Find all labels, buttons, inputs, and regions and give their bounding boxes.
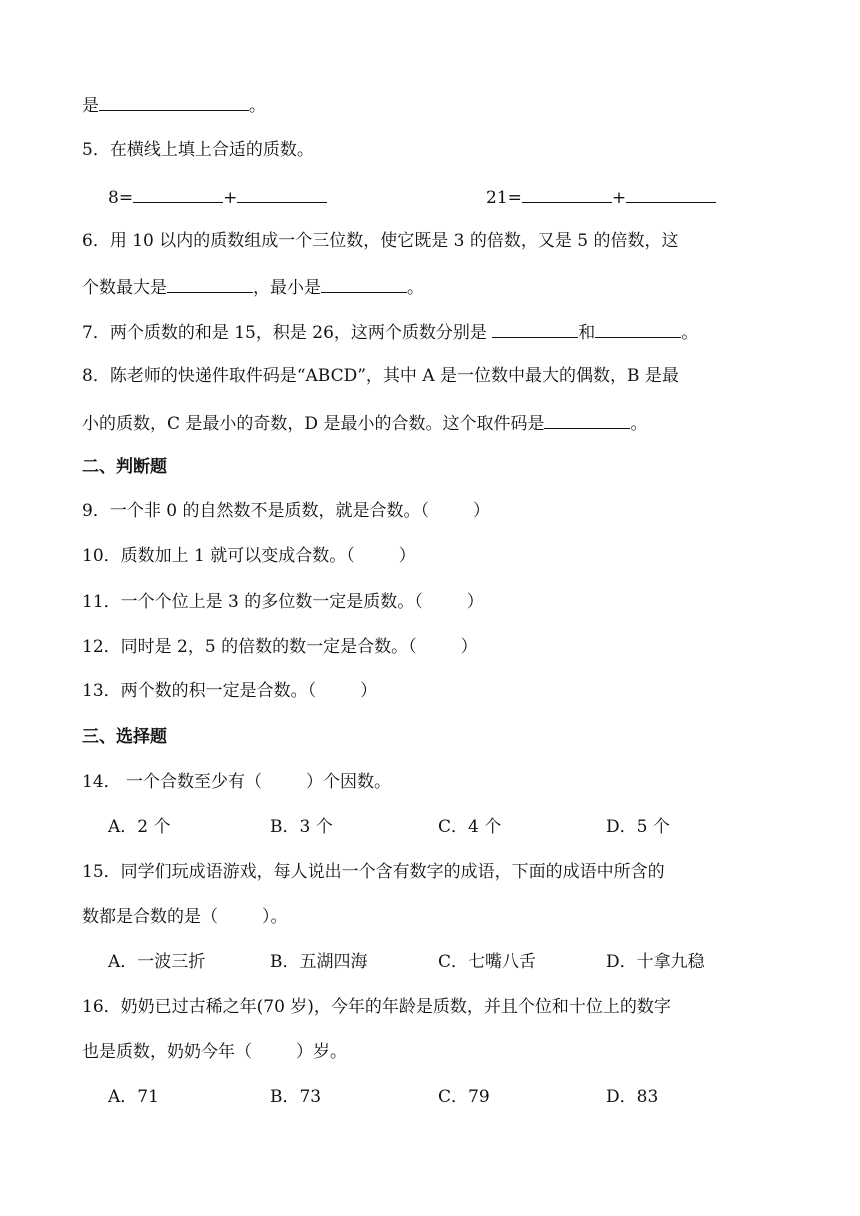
q6-line1: 6．用 10 以内的质数组成一个三位数，使它既是 3 的倍数，又是 5 的倍数，这 (82, 231, 679, 251)
judge-q12-text: 12．同时是 2，5 的倍数的数一定是合数。（ (82, 637, 417, 657)
q6-line2-c: 。 (407, 278, 424, 298)
q5-right-pre: 21= (486, 188, 522, 208)
judge-q13-close: ） (360, 681, 378, 701)
judge-q12-close: ） (460, 637, 478, 657)
judge-q9 (82, 499, 490, 523)
q6-line2 (82, 274, 424, 300)
q8-line2-a: 小的质数，C 是最小的奇数，D 是最小的合数。这个取件码是 (82, 414, 545, 434)
judge-q9-close: ） (472, 501, 490, 521)
q14-close: ）个因数。 (306, 772, 392, 792)
q6-max-blank[interactable] (167, 274, 253, 293)
q5-right-blank-2[interactable] (626, 184, 716, 203)
q4-tail (82, 92, 266, 118)
q16-option-c[interactable]: C．79 (438, 1087, 490, 1107)
q7-b: 和 (578, 323, 596, 343)
q5-left-plus: + (223, 188, 238, 208)
judge-q13 (82, 679, 377, 703)
judge-q10-close: ） (398, 546, 416, 566)
judge-q10-text: 10．质数加上 1 就可以变成合数。（ (82, 546, 355, 566)
judge-q10 (82, 544, 416, 568)
q6-min-blank[interactable] (321, 274, 407, 293)
q5-text: 5．在横线上填上合适的质数。 (82, 140, 314, 160)
q8-line2 (82, 410, 647, 436)
judge-q11 (82, 590, 484, 614)
q7-blank-2[interactable] (595, 319, 681, 338)
q14-option-a[interactable]: A．2 个 (108, 817, 171, 837)
q6-line2-b: ，最小是 (253, 278, 321, 298)
q5-right-blank-1[interactable] (522, 184, 612, 203)
q15-option-c[interactable]: C．七嘴八舌 (438, 952, 537, 972)
judge-q13-text: 13．两个数的积一定是合数。（ (82, 681, 317, 701)
q16-text: 也是质数，奶奶今年（ (82, 1042, 252, 1062)
q6-line2-a: 个数最大是 (82, 278, 167, 298)
q14-option-c[interactable]: C．4 个 (438, 817, 502, 837)
q15-option-a[interactable]: A．一波三折 (108, 952, 206, 972)
q15-text: 数都是合数的是（ (82, 907, 218, 927)
q16-option-d[interactable]: D．83 (606, 1087, 659, 1107)
judge-q12 (82, 635, 478, 659)
q15-line2 (82, 905, 288, 929)
section-3-heading: 三、选择题 (82, 727, 167, 747)
judge-q9-text: 9．一个非 0 的自然数不是质数，就是合数。（ (82, 501, 429, 521)
q7-blank-1[interactable] (492, 319, 578, 338)
q16-option-b[interactable]: B．73 (270, 1087, 322, 1107)
judge-q11-close: ） (466, 592, 484, 612)
q4-tail-pre: 是 (82, 96, 99, 116)
q14-stem (82, 770, 391, 794)
q15-option-d[interactable]: D．十拿九稳 (606, 952, 705, 972)
q5-right-equation (486, 184, 716, 210)
q14-option-d[interactable]: D．5 个 (606, 817, 670, 837)
q16-line2 (82, 1040, 347, 1064)
q16-close: ）岁。 (296, 1042, 347, 1062)
q5-left-equation (108, 184, 327, 210)
q7-line (82, 319, 698, 345)
q7-c: 。 (681, 323, 699, 343)
q16-line1: 16．奶奶已过古稀之年(70 岁)，今年的年龄是质数，并且个位和十位上的数字 (82, 997, 671, 1017)
q8-line1: 8．陈老师的快递件取件码是“ABCD”，其中 A 是一位数中最大的偶数，B 是最 (82, 366, 679, 386)
judge-q11-text: 11．一个个位上是 3 的多位数一定是质数。（ (82, 592, 423, 612)
q8-code-blank[interactable] (544, 410, 630, 429)
q8-line2-b: 。 (630, 414, 648, 434)
q4-tail-post: 。 (249, 96, 266, 116)
q7-a: 7．两个质数的和是 15，积是 26，这两个质数分别是 (82, 323, 493, 343)
q5-left-blank-2[interactable] (237, 184, 327, 203)
q5-right-plus: + (611, 188, 627, 208)
section-2-heading: 二、判断题 (82, 457, 167, 477)
q15-line1: 15．同学们玩成语游戏，每人说出一个含有数字的成语，下面的成语中所含的 (82, 862, 665, 882)
q15-option-b[interactable]: B．五湖四海 (270, 952, 368, 972)
q5-left-blank-1[interactable] (133, 184, 223, 203)
q15-close: ）。 (262, 907, 288, 927)
q4-answer-blank[interactable] (99, 92, 249, 111)
q14-text: 14． 一个合数至少有（ (82, 772, 263, 792)
q14-option-b[interactable]: B．3 个 (270, 817, 333, 837)
q5-left-pre: 8= (108, 188, 134, 208)
q16-option-a[interactable]: A．71 (108, 1087, 159, 1107)
